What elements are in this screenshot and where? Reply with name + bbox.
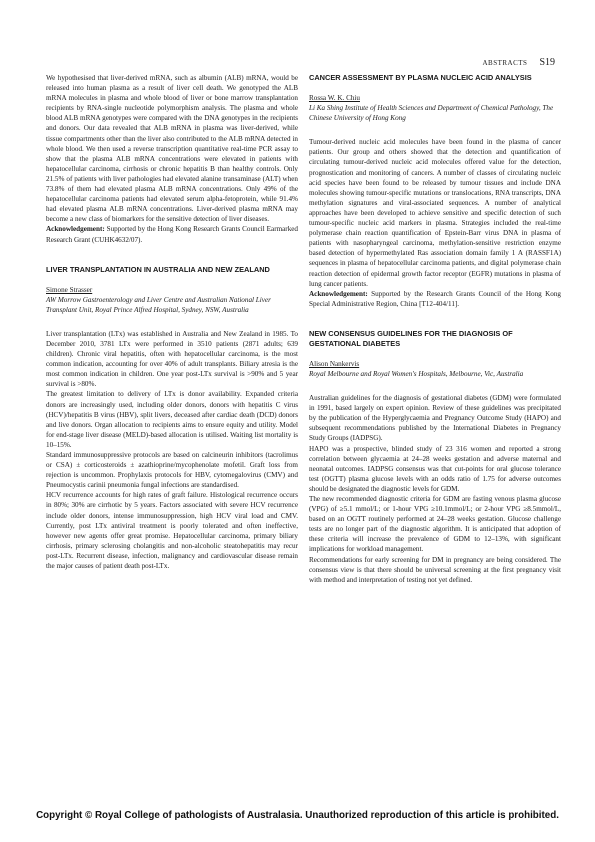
acknowledgement-text: Supported by the Research Grants Council of the Hong Kong Special Administrative Region, China [T12-404/11]. [309,289,561,308]
abstract-paragraph: We hypothesised that liver-derived mRNA, such as albumin (ALB) mRNA, would be released into human plasma as a result of liver cell death. We genotyped the ALB mRNA molecules in plasma and whole blood of liver or bone marrow transplantation recipients by RNA-single nucleotide polymorphism analysis. The plasma and whole blood ALB mRNA genotypes were compared with the DNA genotypes in the recipients and donors. Our data revealed that ALB mRNA in plasma was liver-derived, while tissue compartments other than the liver also contributed to the ALB mRNA detected in whole blood. We then used a reverse transcription quantitative real-time PCR assay to show that the plasma ALB mRNA concentrations were elevated in patients with hepatocellular carcinoma, cirrhosis or chronic hepatitis B than healthy controls. Only 21.5% of patients with liver pathologies had elevated alanine transaminase (ALT) when 73.8% of them had elevated plasma ALB mRNA concentrations. Only 49% of the hepatocellular carcinoma patients had elevated serum alpha-fetoprotein, while 91.4% had elevated plasma ALB mRNA concentrations. Liver-derived plasma mRNA may become a new class of biomarkers for the sensitive detection of liver diseases. [46,74,298,224]
abstract-title: NEW CONSENSUS GUIDELINES FOR THE DIAGNOSIS OF GESTATIONAL DIABETES [309,328,513,348]
right-column [309,73,561,585]
author-name: Alison Nankervis [309,359,360,368]
abstract-paragraph: Australian guidelines for the diagnosis of gestational diabetes (GDM) were formulated in 1991, based largely on expert opinion. Review of these guidelines was precipitated by the publication of the Hyperglycaemia and Pregnancy Outcome Study (HAPO) and subsequent recommendations published by the International Diabetes in Pregnancy Study Groups (IADPSG). [309,394,561,443]
abstract-paragraph: Tumour-derived nucleic acid molecules have been found in the plasma of cancer patients. Our group and others showed that the detection and quantification of circulating tumour-derived nucleic acid molecules offered value for the detection, prognostication and monitoring of cancers. A number of classes of circulating nucleic acid species have been found to be released by tumour tissues and include DNA molecules showing tumour-specific mutations or translocations, RNA transcripts, DNA methylation signatures and viral-associated sequences. A number of analytical approaches have been developed to achieve sensitive and specific detection of such tumour-specific nucleic acid markers in plasma. Strategies included the real-time polymerase chain reaction quantification of Epstein-Barr virus DNA in plasma of patients with nasopharyngeal carcinoma, methylation-sensitive restriction enzyme based detection of hypermethylated Ras association domain family 1 A (RASSF1A) sequences in plasma of hepatocellular carcinoma patients, and digital polymerase chain reaction detection of epidermal growth factor receptor (EGFR) mutations in plasma of lung cancer patients. [309,138,561,288]
acknowledgement [309,289,561,309]
author-name: Simone Strasser [46,285,93,294]
abstract-paragraph: HAPO was a prospective, blinded study of 23 316 women and reported a strong correlation between glycaemia at 24–28 weeks gestation and adverse maternal and neonatal outcomes. IADPSG consensus was that cut-points for oral glucose tolerance test (OGTT) plasma glucose levels with an odds ratio of 1.75 for adverse outcomes should be designated the diagnostic levels for GDM. [309,444,561,493]
acknowledgement [46,224,298,244]
abstract-paragraph: The greatest limitation to delivery of LTx is donor availability. Expanded criteria donors are increasingly used, including older donors, donors with hepatitis C virus (HCV)/hepatitis B virus (HBV), split livers, deceased after cardiac death (DCD) donors and live donors. Organ allocation to recipients aims to ensure equity and utility. Model for end-stage liver disease (MELD)-based allocation is utilised. Waiting list mortality is 10–15%. [46,390,298,449]
acknowledgement-label: Acknowledgement: [309,289,368,298]
abstract-title: LIVER TRANSPLANTATION IN AUSTRALIA AND NEW ZEALAND [46,264,270,274]
abstract-title: CANCER ASSESSMENT BY PLASMA NUCLEIC ACID ANALYSIS [309,73,532,82]
copyright-notice: Copyright © Royal College of pathologists of Australasia. Unauthorized reproduction of this article is prohibited. [36,810,559,821]
acknowledgement-label: Acknowledgement: [46,225,105,234]
author-name: Rossa W. K. Chiu [309,94,360,102]
abstract-paragraph: The new recommended diagnostic criteria for GDM are fasting venous plasma glucose (VPG) of ≥5.1 mmol/L; or 1-hour VPG ≥10.1mmol/L; or 2-hour VPG ≥8.5mmol/L, based on an OGTT routinely performed at 24–28 weeks gestation. Glucose challenge tests are no longer part of the diagnostic algorithm. It is anticipated that adoption of these criteria will increase the prevalence of GDM to 12–13%, with significant implications for workload management. [309,495,561,554]
abstract-paragraph: Recommendations for early screening for DM in pregnancy are being considered. The consensus view is that there should be universal screening at the first pregnancy visit with method and interpretation of testing not yet defined. [309,555,561,584]
acknowledgement-text: Supported by the Hong Kong Research Grants Council Earmarked Research Grant (CUHK4632/07). [46,225,298,244]
header-section: ABSTRACTS [482,59,528,67]
abstract-paragraph: HCV recurrence accounts for high rates of graft failure. Histological recurrence occurs in 80%; 30% are cirrhotic by 5 years. Factors associated with severe HCV recurrence include older donors, intense immunosuppression, high HCV viral load and CMV. Currently, post LTx antiviral treatment is poorly tolerated and often ineffective, however new agents offer great promise. Hepatocellular carcinoma, primary biliary cirrhosis, primary sclerosing cholangitis and non-alcoholic steatohepatitis may recur post-LTx. Recurrent disease, infection, malignancy and cardiovascular disease remain the major causes of patient death post-LTx. [46,491,298,571]
abstract-paragraph: Standard immunosuppressive protocols are based on calcineurin inhibitors (tacrolimus or CSA) ± corticosteroids ± azathioprine/mycophenolate mofetil. Graft loss from rejection is uncommon. Prophylaxis protocols for HBV, cytomegalovirus (CMV) and Pneumocystis carinii pneumonia fungal infections are standardised. [46,451,298,490]
author-affiliation: Li Ka Shing Institute of Health Sciences and Department of Chemical Pathology, The Chinese University of Hong Kong [309,104,554,123]
left-column [46,73,298,571]
abstract-paragraph: Liver transplantation (LTx) was established in Australia and New Zealand in 1985. To December 2010, 3781 LTx were performed in 3510 patients (2871 adults; 639 children). Chronic viral hepatitis, often with hepatocellular carcinoma, is the most common indication, accounting for over 40% of adult transplants. Biliary atresia is the most common indication in children. One year post-LTx survival is >90% and 5 year survival is >80%. [46,329,298,389]
page-number: S19 [539,57,555,68]
running-header [482,57,555,68]
author-affiliation: AW Morrow Gastroenterology and Liver Centre and Australian National Liver Transplant Unit, Royal Prince Alfred Hospital, Sydney, NSW, Australia [46,295,271,314]
author-affiliation: Royal Melbourne and Royal Women's Hospitals, Melbourne, Vic, Australia [309,369,524,378]
